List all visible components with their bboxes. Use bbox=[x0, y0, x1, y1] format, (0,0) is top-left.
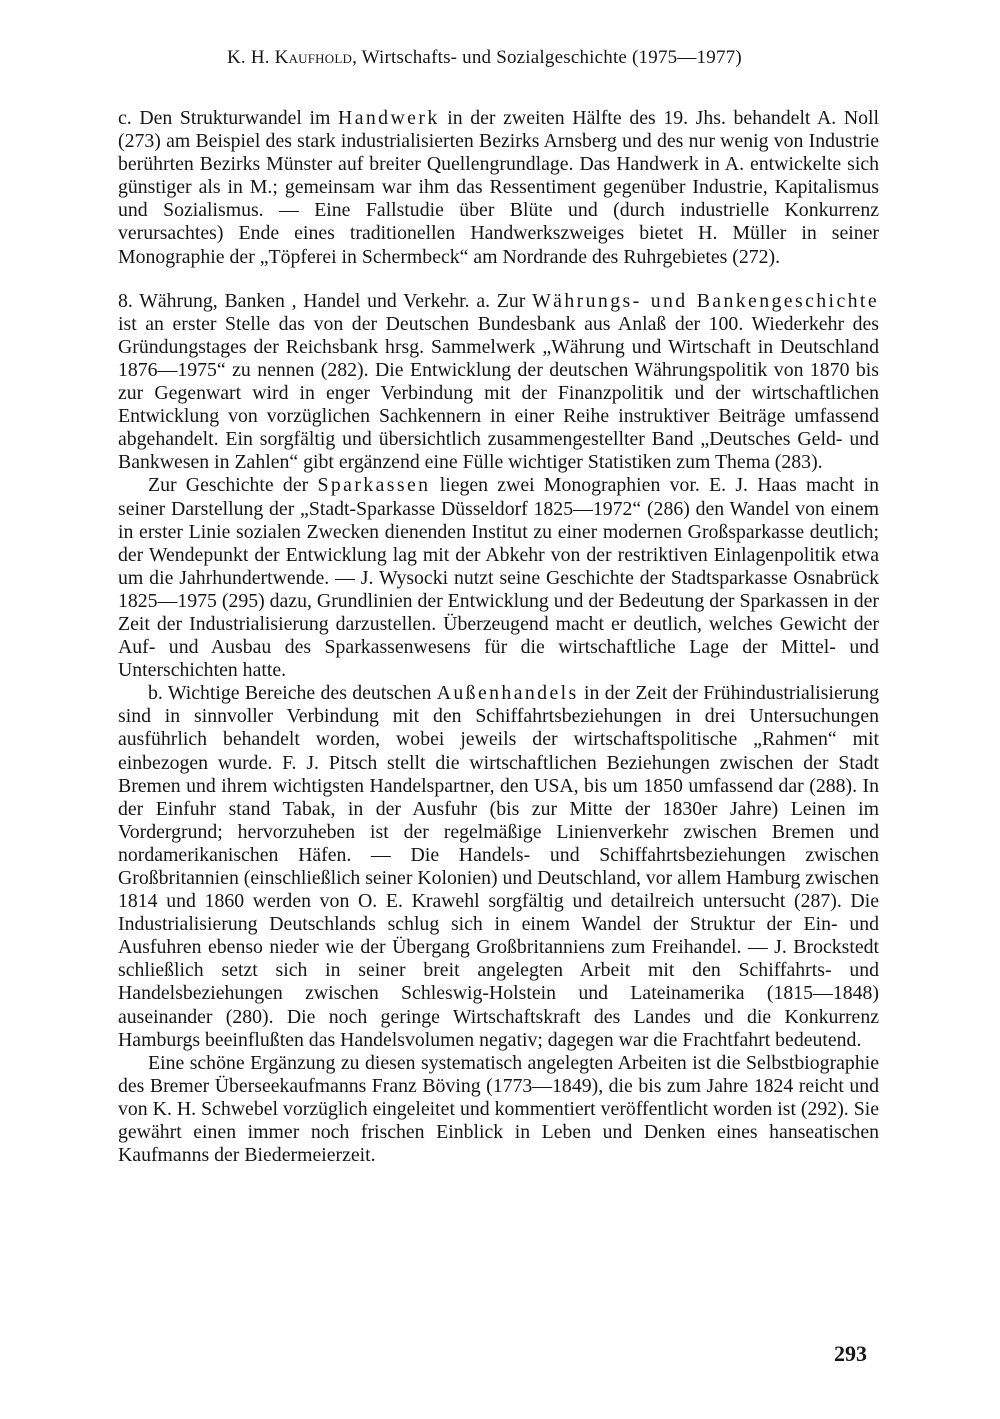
header-title: , Wirtschafts- und Sozialgeschichte (1975—1977) bbox=[352, 47, 742, 68]
text-run: in der zweiten Hälfte des 19. Jhs. behandelt A. Noll (273) am Beispiel des stark industrialisierten Bezirks Arnsberg und des nur wenig von Industrie berührten Bezirks Münster auf breiter Quellengrundlage. Das Handwerk in A. entwickelte sich günstiger als in M.; gemeinsam war ihm das Ressentiment gegenüber Industrie, Kapitalismus und Sozialismus. — Eine Fallstudie über Blüte und (durch industrielle Konkurrenz verursachtes) Ende eines traditionellen Handwerkszweiges bietet H. Müller in seiner Monographie der „Töpferei in Schermbeck“ am Nordrande des Ruhrgebietes (272). bbox=[118, 107, 879, 268]
text-run: ist an erster Stelle das von der Deutschen Bundesbank aus Anlaß der 100. Wiederkehr des Gründungstages der Reichsbank hrsg. Sammelwerk „Währung und Wirtschaft in Deutschland 1876—1975“ zu nennen (282). Die Entwicklung der deutschen Währungspolitik von 1870 bis zur Gegenwart wird in enger Verbindung mit der Finanzpolitik und der wirtschaftlichen Entwicklung von vorzüglichen Sachkennern in einer Reihe instruktiver Beiträge umfassend abgehandelt. Ein sorgfältig und übersichtlich zusammengestellter Band „Deutsches Geld- und Bankwesen in Zahlen“ gibt ergänzend eine Fülle wichtiger Statistiken zum Thema (283). bbox=[118, 312, 879, 474]
text-run: liegen zwei Monographien vor. E. J. Haas macht in seiner Darstellung der „Stadt-Sparkasse Düsseldorf 1825—1972“ (286) den Wandel von einem in erster Linie sozialen Zwecken dienenden Institut zu einer modernen Großsparkasse deutlich; der Wendepunkt der Entwicklung lag mit der Abkehr von der restriktiven Einlagenpolitik etwa um die Jahrhundertwende. — J. Wysocki nutzt seine Geschichte der Stadtsparkasse Osnabrück 1825—1975 (295) dazu, Grundlinien der Entwicklung und der Bedeutung der Sparkassen in der Zeit der Industrialisierung darzustellen. Überzeugend macht er deutlich, welches Gewicht der Auf- und Ausbau des Sparkassenwesens für die wirtschaftliche Lage der Mittel- und Unterschichten hatte. bbox=[118, 474, 879, 682]
body-text bbox=[118, 107, 879, 1167]
text-run: b. Wichtige Bereiche des deutschen bbox=[148, 682, 437, 705]
paragraph-selbstbiographie bbox=[118, 1052, 879, 1167]
text-run: Eine schöne Ergänzung zu diesen systematisch angelegten Arbeiten ist die Selbstbiographie des Bremer Überseekaufmanns Franz Böving (1773—1849), die bis zum Jahre 1824 reicht und von K. H. Schwebel vorzüglich eingeleitet und kommentiert veröffentlicht worden ist (292). Sie gewährt einen immer noch frischen Einblick in Leben und Denken eines hanseatischen Kaufmanns der Biedermeierzeit. bbox=[118, 1051, 879, 1167]
paragraph-aussenhandel bbox=[118, 682, 879, 1052]
text-run: c. Den Strukturwandel im bbox=[118, 107, 339, 129]
paragraph-waehrung bbox=[118, 290, 879, 475]
spaced-term-aussenhandel: Außenhandels bbox=[436, 682, 579, 705]
text-run: in der Zeit der Frühindustrialisierung sind in sinnvoller Verbindung mit den Schiffahrtsbeziehungen in drei Untersuchungen ausführlich behandelt worden, wobei jeweils der wirtschaftspolitische „Rahmen“ mit einbezogen wurde. F. J. Pitsch stellt die wirtschaftlichen Beziehungen zwischen der Stadt Bremen und ihrem wichtigsten Handelspartner, den USA, bis um 1850 umfassend dar (288). In der Einfuhr stand Tabak, in der Ausfuhr (bis zur Mitte der 1830er Jahre) Leinen im Vordergrund; hervorzuheben ist der regelmäßige Linienverkehr zwischen Bremen und nordamerikanischen Häfen. — Die Handels- und Schiffahrtsbeziehungen zwischen Großbritannien (einschließlich seiner Kolonien) und Deutschland, vor allem Hamburg zwischen 1814 und 1860 werden von O. E. Krawehl sorgfältig und detailreich untersucht (287). Die Industrialisierung Deutschlands schlug sich in einem Wandel der Struktur der Ein- und Ausfuhren ebenso nieder wie der Übergang Großbritanniens zum Freihandel. — J. Brockstedt schließlich setzt sich in seiner breit angelegten Arbeit mit den Schiffahrts- und Handelsbeziehungen zwischen Schleswig-Holstein und Lateinamerika (1815—1848) auseinander (280). Die noch geringe Wirtschaftskraft des Landes und die Konkurrenz Hamburgs beeinflußten das Handelsvolumen negativ; dagegen war die Frachtfahrt bedeutend. bbox=[118, 682, 879, 1051]
paragraph-handwerk bbox=[118, 107, 879, 269]
running-header bbox=[227, 47, 787, 69]
author-name: Kaufhold bbox=[274, 47, 353, 68]
spaced-term-sparkassen: Sparkassen bbox=[317, 474, 431, 497]
author-initials: K. H. bbox=[227, 47, 270, 68]
spaced-term-waehrung: Währungs- und Bankengeschichte bbox=[532, 289, 880, 312]
text-run: Zur Geschichte der bbox=[148, 474, 318, 497]
spaced-term-handwerk: Handwerk bbox=[338, 107, 440, 129]
page-number: 293 bbox=[834, 1341, 867, 1366]
text-run: 8. Währung, Banken , Handel und Verkehr. a. Zur bbox=[118, 289, 533, 312]
paragraph-sparkassen bbox=[118, 474, 879, 682]
